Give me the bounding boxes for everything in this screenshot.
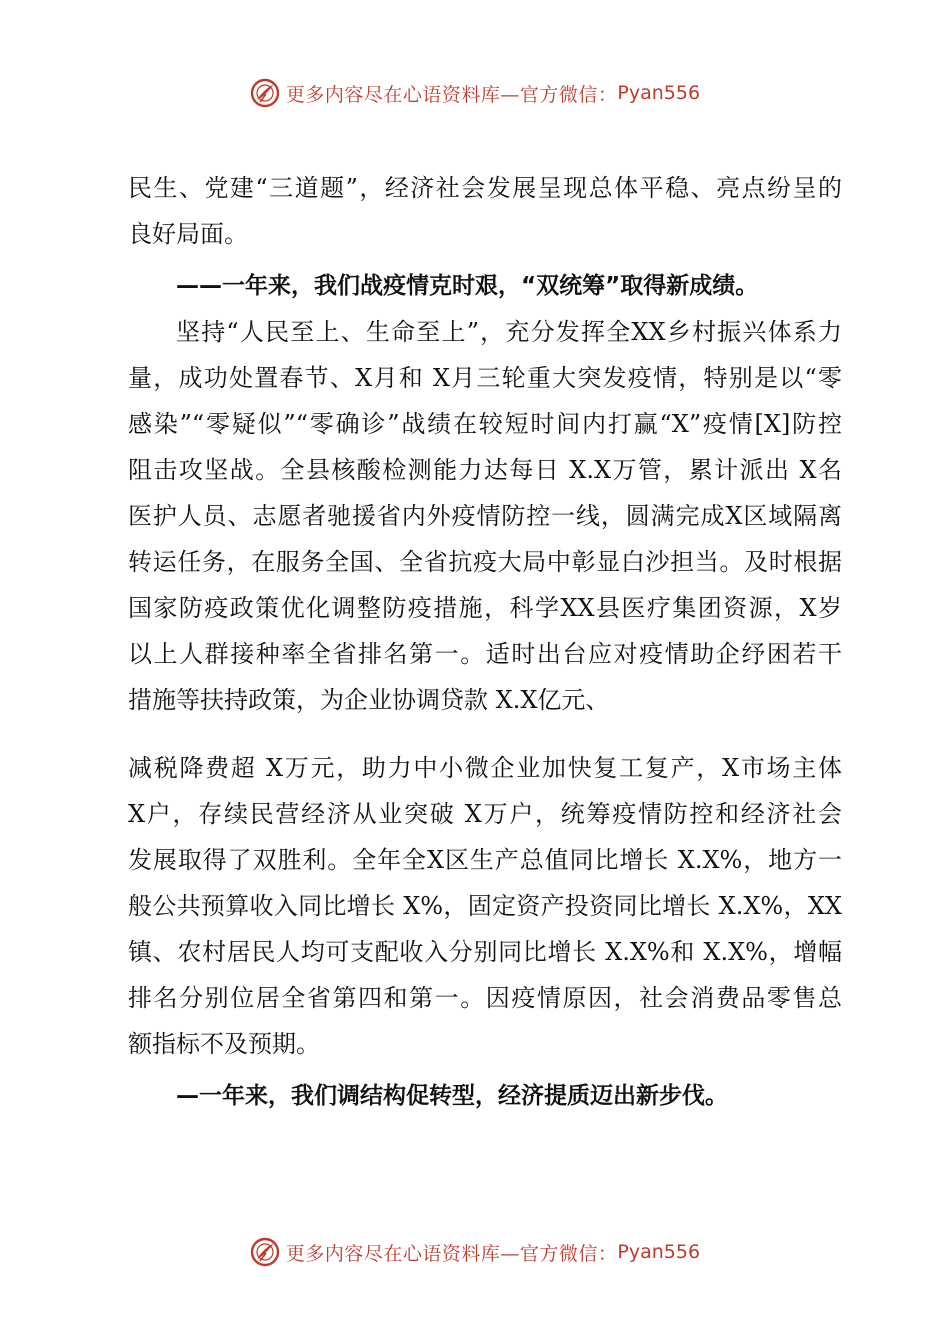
brand-logo-icon bbox=[250, 78, 280, 108]
text-line: 坚持“人民至上、生命至上”，充分发挥全XX乡村振兴体系力 bbox=[176, 318, 842, 346]
wechat-id: Pyan556 bbox=[617, 1241, 701, 1263]
text-line: 镇、农村居民人均可支配收入分别同比增长 X.X%和 X.X%，增幅 bbox=[128, 938, 842, 966]
brand-logo-icon bbox=[250, 1237, 280, 1267]
text-line: 减税降费超 X万元，助力中小微企业加快复工复产，X市场主体 bbox=[128, 754, 842, 782]
section-heading: ——一年来，我们战疫情克时艰，“双统筹”取得新成绩。 bbox=[176, 273, 759, 299]
document-body bbox=[128, 165, 842, 1119]
text-line: 良好局面。 bbox=[128, 220, 248, 248]
text-line: 以上人群接种率全省排名第一。适时出台应对疫情助企纾困若干 bbox=[128, 640, 842, 668]
text-line: 阻击攻坚战。全县核酸检测能力达每日 X.X万管，累计派出 X名 bbox=[128, 456, 842, 484]
footer-banner bbox=[0, 1232, 950, 1272]
text-line: 国家防疫政策优化调整防疫措施，科学XX县医疗集团资源，X岁 bbox=[128, 594, 842, 622]
text-line: 排名分别位居全省第四和第一。因疫情原因，社会消费品零售总 bbox=[128, 984, 842, 1012]
banner-text: 更多内容尽在心语资料库—官方微信： bbox=[285, 83, 618, 106]
text-line: 医护人员、志愿者驰援省内外疫情防控一线，圆满完成X区域隔离 bbox=[128, 502, 842, 530]
text-line: 额指标不及预期。 bbox=[128, 1030, 320, 1058]
text-line: 感染”“零疑似”“零确诊”战绩在较短时间内打赢“X”疫情[X]防控 bbox=[128, 410, 842, 438]
banner-text: 更多内容尽在心语资料库—官方微信： bbox=[285, 1242, 618, 1265]
section-heading: —一年来，我们调结构促转型，经济提质迈出新步伐。 bbox=[176, 1083, 728, 1109]
text-line: 量，成功处置春节、X月和 X月三轮重大突发疫情，特别是以“零 bbox=[128, 364, 842, 392]
text-line: 民生、党建“三道题”，经济社会发展呈现总体平稳、亮点纷呈的 bbox=[128, 174, 842, 202]
text-line: 般公共预算收入同比增长 X%，固定资产投资同比增长 X.X%，XX bbox=[128, 892, 842, 920]
text-line: 措施等扶持政策，为企业协调贷款 X.X亿元、 bbox=[128, 686, 610, 714]
text-line: X户，存续民营经济从业突破 X万户，统筹疫情防控和经济社会 bbox=[128, 800, 842, 828]
header-banner bbox=[0, 73, 950, 113]
text-line: 发展取得了双胜利。全年全X区生产总值同比增长 X.X%，地方一 bbox=[128, 846, 842, 874]
wechat-id: Pyan556 bbox=[617, 82, 701, 104]
text-line: 转运任务，在服务全国、全省抗疫大局中彰显白沙担当。及时根据 bbox=[128, 548, 842, 576]
